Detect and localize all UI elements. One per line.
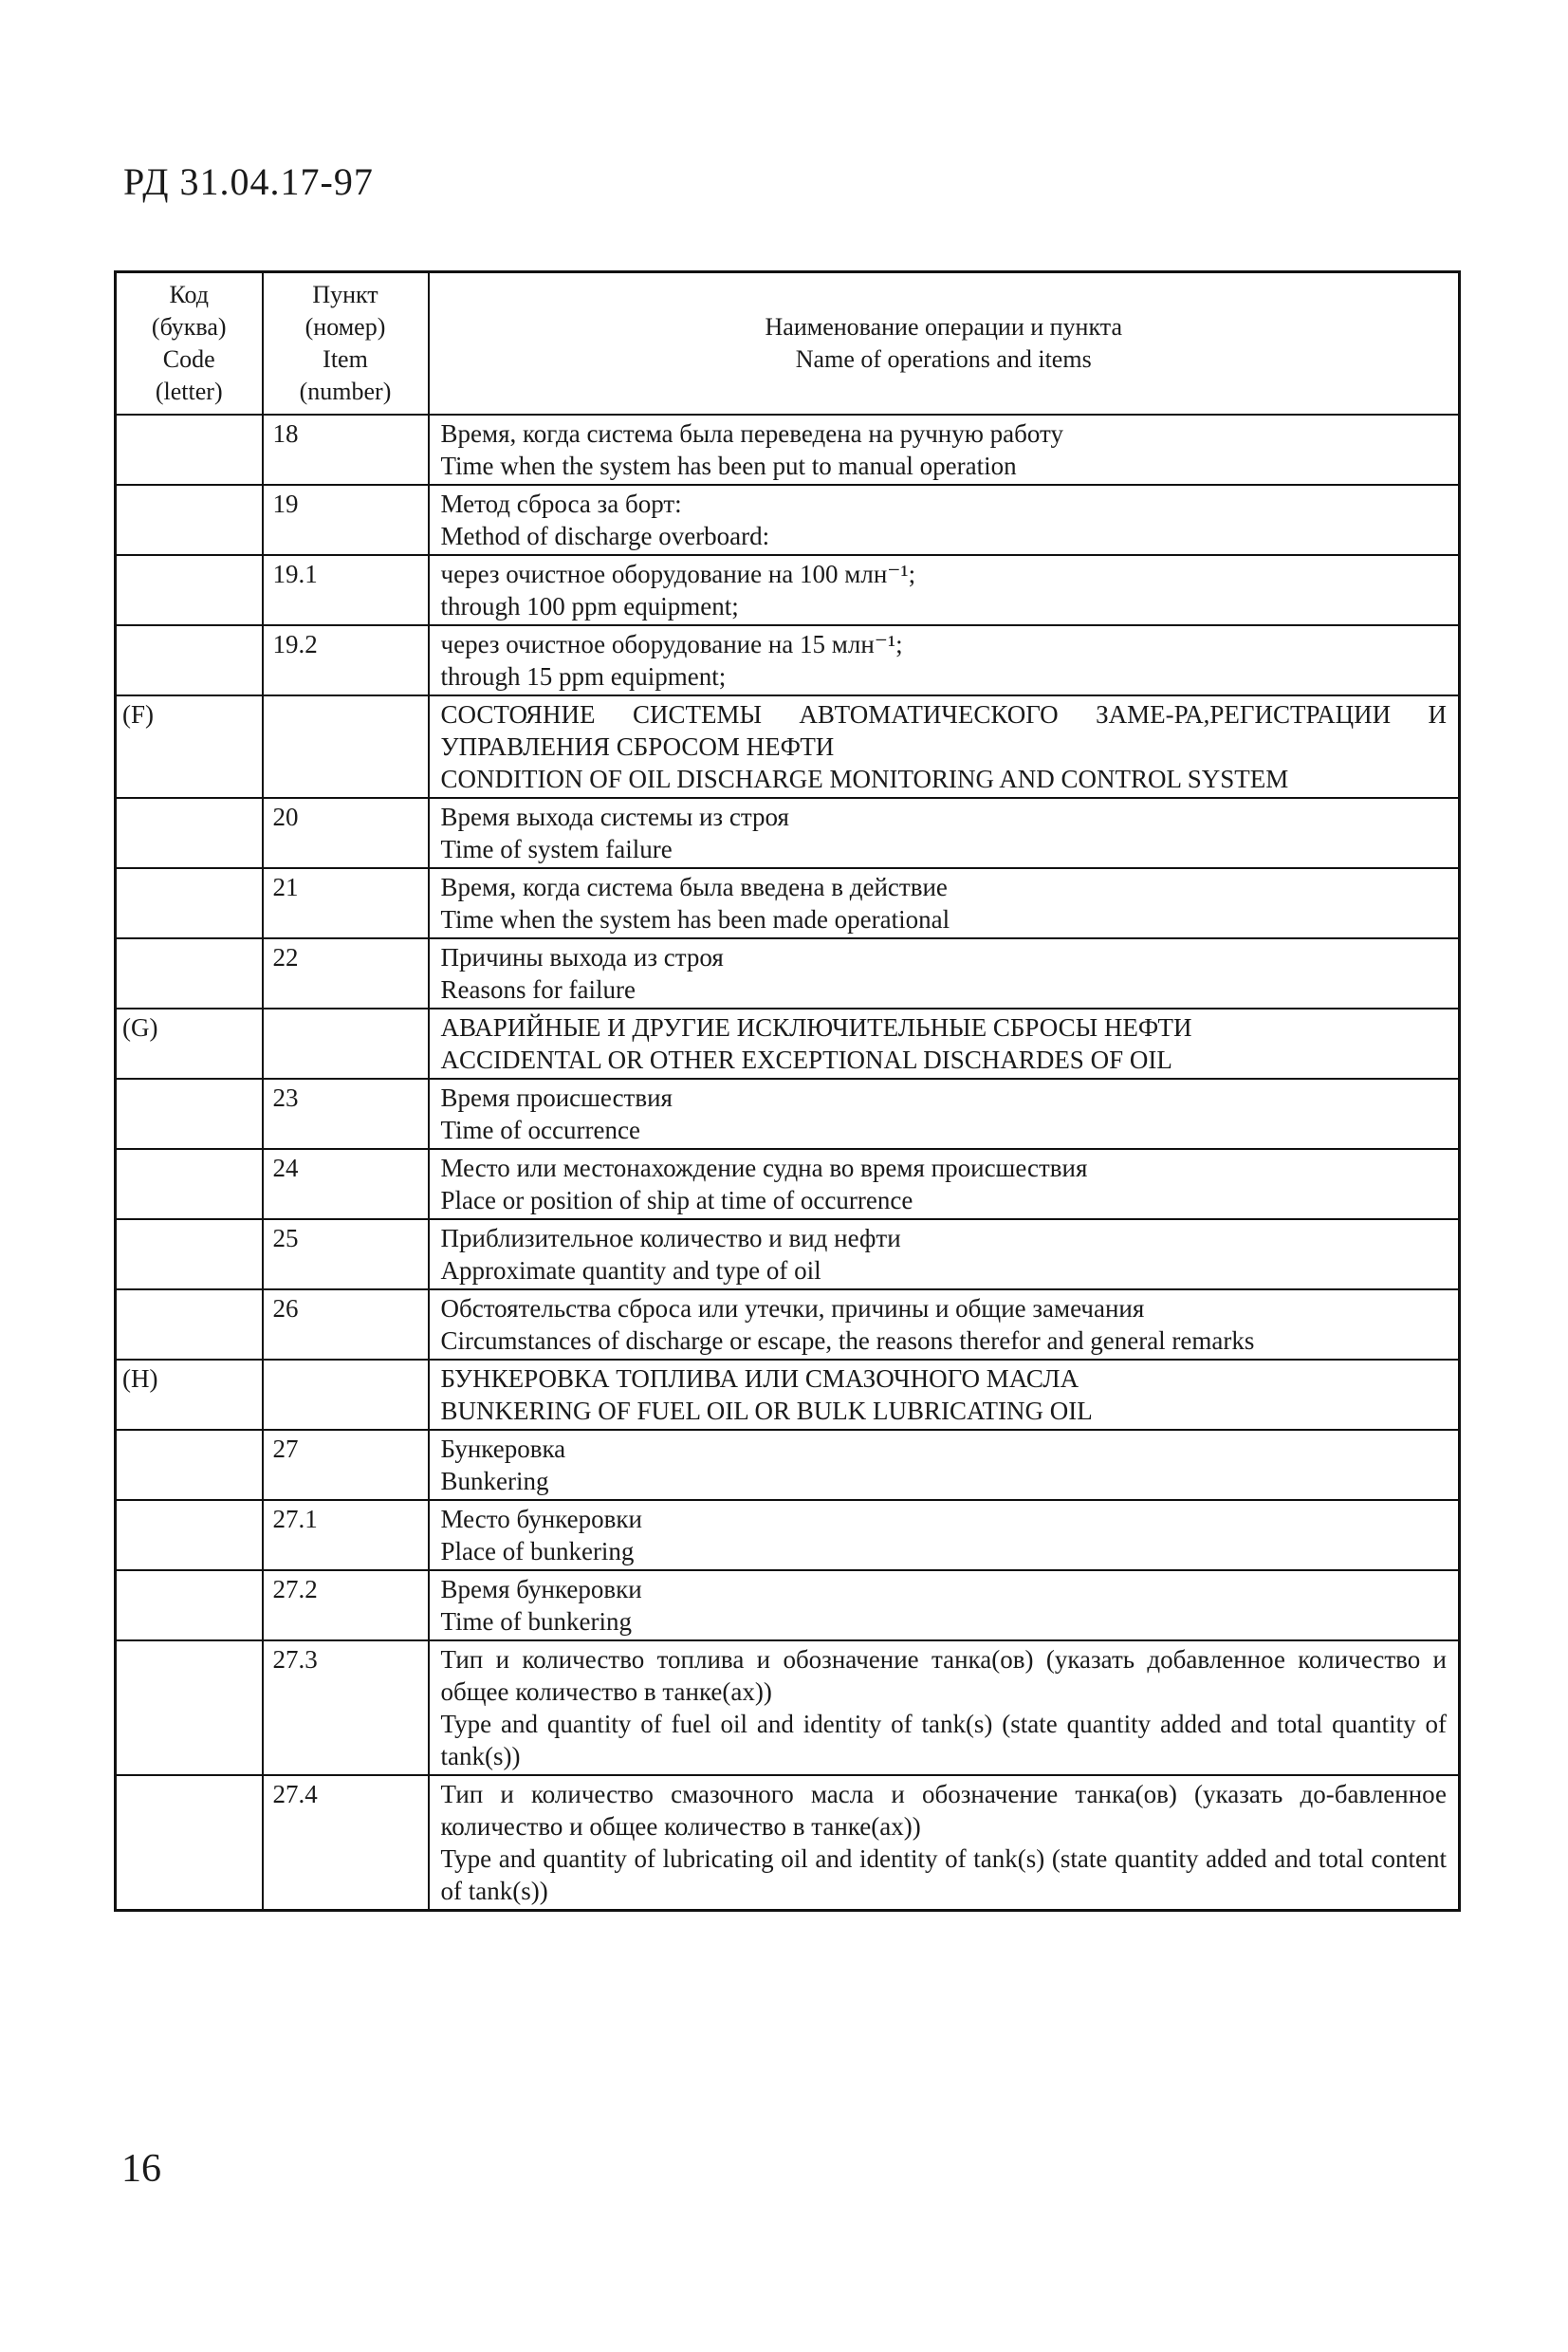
table-row (116, 1570, 1460, 1640)
row-code (116, 1775, 263, 1911)
row-code (116, 1079, 263, 1149)
table-row (116, 1149, 1460, 1219)
table-row (116, 938, 1460, 1009)
row-name: СОСТОЯНИЕ СИСТЕМЫ АВТОМАТИЧЕСКОГО ЗАМЕ-РА,РЕГИСТРАЦИИ И УПРАВЛЕНИЯ СБРОСОМ НЕФТИ CONDITION OF OIL DISCHARGE MONITORING AND CONTROL SYSTEM (429, 695, 1460, 798)
row-item: 19.2 (263, 625, 429, 695)
row-code (116, 415, 263, 485)
table-header-row (116, 272, 1460, 416)
row-name: БУНКЕРОВКА ТОПЛИВА ИЛИ СМАЗОЧНОГО МАСЛА BUNKERING OF FUEL OIL OR BULK LUBRICATING OIL (429, 1360, 1460, 1430)
row-item: 27.3 (263, 1640, 429, 1775)
row-code (116, 1570, 263, 1640)
row-name: Время, когда система была переведена на ручную работу Time when the system has been put to manual operation (429, 415, 1460, 485)
row-name: Место бункеровки Place of bunkering (429, 1500, 1460, 1570)
row-name: Метод сброса за борт: Method of discharge overboard: (429, 485, 1460, 555)
row-code: (H) (116, 1360, 263, 1430)
row-name: через очистное оборудование на 100 млн⁻¹; through 100 ppm equipment; (429, 555, 1460, 625)
page-number: 16 (121, 2147, 161, 2191)
row-name: Время бункеровки Time of bunkering (429, 1570, 1460, 1640)
row-code (116, 555, 263, 625)
table-row (116, 798, 1460, 868)
row-code (116, 798, 263, 868)
row-name: Время, когда система была введена в действие Time when the system has been made operational (429, 868, 1460, 938)
operations-table (114, 270, 1461, 1912)
row-code (116, 1149, 263, 1219)
row-item: 24 (263, 1149, 429, 1219)
table-row (116, 625, 1460, 695)
section-row-g (116, 1009, 1460, 1079)
row-item: 21 (263, 868, 429, 938)
row-item: 27.2 (263, 1570, 429, 1640)
row-code (116, 1430, 263, 1500)
table-row (116, 485, 1460, 555)
table-row (116, 868, 1460, 938)
header-name: Наименование операции и пункта Name of operations and items (429, 272, 1460, 416)
row-item: 19 (263, 485, 429, 555)
row-name: Тип и количество топлива и обозначение танка(ов) (указать добавленное количество и общее количество в танке(ах)) Type and quantity of fuel oil and identity of tank(s) (state quantity added and total quantity of tank(s)) (429, 1640, 1460, 1775)
table-row (116, 1500, 1460, 1570)
row-item: 26 (263, 1289, 429, 1360)
row-name: Время выхода системы из строя Time of system failure (429, 798, 1460, 868)
row-item (263, 1360, 429, 1430)
row-code (116, 1640, 263, 1775)
row-item: 23 (263, 1079, 429, 1149)
row-name: Время происшествия Time of occurrence (429, 1079, 1460, 1149)
row-item: 22 (263, 938, 429, 1009)
row-code: (F) (116, 695, 263, 798)
table-row (116, 1430, 1460, 1500)
row-name: Бункеровка Bunkering (429, 1430, 1460, 1500)
row-item: 27 (263, 1430, 429, 1500)
row-item: 27.1 (263, 1500, 429, 1570)
table-row (116, 1775, 1460, 1911)
row-item (263, 695, 429, 798)
row-name: АВАРИЙНЫЕ И ДРУГИЕ ИСКЛЮЧИТЕЛЬНЫЕ СБРОСЫ НЕФТИ ACCIDENTAL OR OTHER EXCEPTIONAL DISCHARDES OF OIL (429, 1009, 1460, 1079)
row-name: Обстоятельства сброса или утечки, причины и общие замечания Circumstances of discharge or escape, the reasons therefor and general remarks (429, 1289, 1460, 1360)
row-code (116, 485, 263, 555)
row-item: 25 (263, 1219, 429, 1289)
table-row (116, 1640, 1460, 1775)
header-item: Пункт (номер) Item (number) (263, 272, 429, 416)
row-code (116, 1289, 263, 1360)
row-name: Место или местонахождение судна во время происшествия Place or position of ship at time of occurrence (429, 1149, 1460, 1219)
row-name: через очистное оборудование на 15 млн⁻¹; through 15 ppm equipment; (429, 625, 1460, 695)
document-code: РД 31.04.17-97 (123, 160, 374, 203)
table-row (116, 1219, 1460, 1289)
row-name: Приблизительное количество и вид нефти Approximate quantity and type of oil (429, 1219, 1460, 1289)
table-row (116, 1289, 1460, 1360)
table-row (116, 555, 1460, 625)
section-row-f (116, 695, 1460, 798)
table-row (116, 415, 1460, 485)
table-row (116, 1079, 1460, 1149)
row-code (116, 938, 263, 1009)
row-item: 18 (263, 415, 429, 485)
row-item: 19.1 (263, 555, 429, 625)
section-row-h (116, 1360, 1460, 1430)
row-code: (G) (116, 1009, 263, 1079)
row-item: 27.4 (263, 1775, 429, 1911)
row-item: 20 (263, 798, 429, 868)
row-code (116, 1219, 263, 1289)
row-code (116, 868, 263, 938)
row-item (263, 1009, 429, 1079)
header-code: Код (буква) Code (letter) (116, 272, 263, 416)
row-name: Тип и количество смазочного масла и обозначение танка(ов) (указать до-бавленное количество и общее количество в танке(ах)) Type and quantity of lubricating oil and identity of tank(s) (state quantity added and total content of tank(s)) (429, 1775, 1460, 1911)
row-code (116, 1500, 263, 1570)
row-name: Причины выхода из строя Reasons for failure (429, 938, 1460, 1009)
row-code (116, 625, 263, 695)
